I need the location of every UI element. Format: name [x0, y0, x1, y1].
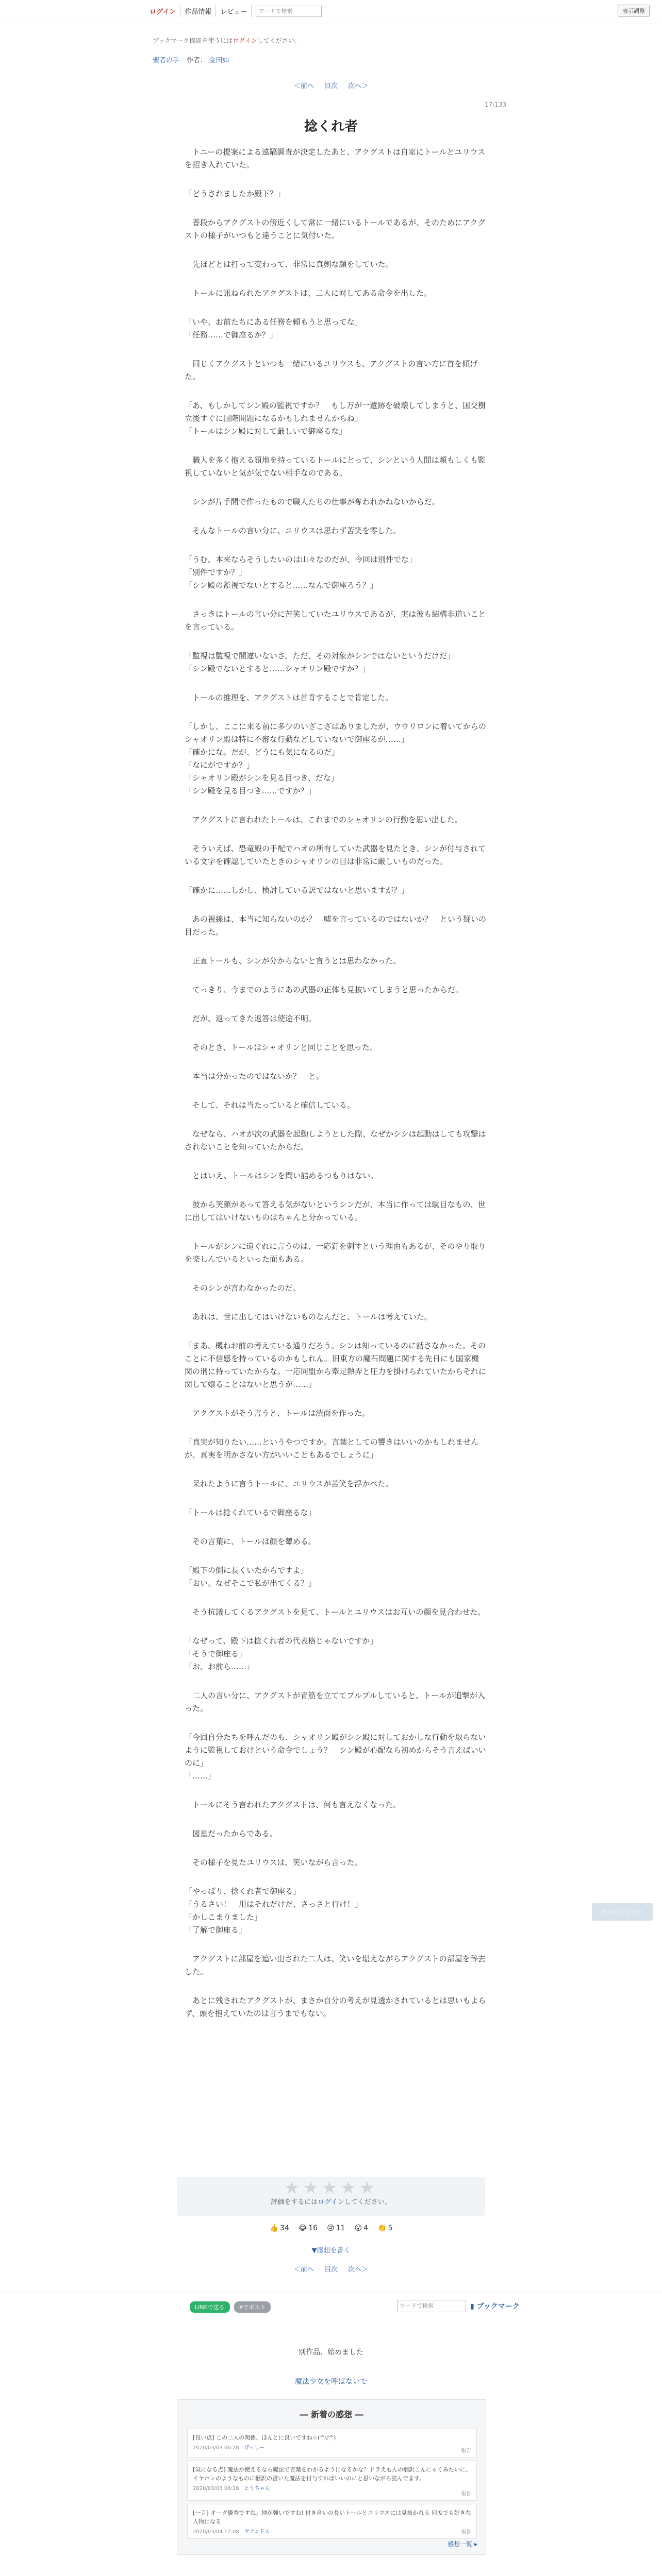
impression-item[interactable]	[187, 2429, 477, 2458]
novel-paragraph: 「殿下の側に長くいたからですよ」 「おい。なぜそこで私が出てくる？」	[185, 1566, 317, 1588]
rating-suffix: してください。	[344, 2198, 391, 2206]
novel-paragraph: その言葉に、トールは顔を顰める。	[185, 1537, 316, 1546]
impression-user[interactable]: ヤナンドス	[244, 2529, 270, 2535]
impression-date: 2020/03/03 06:28	[193, 2445, 239, 2451]
novel-paragraph: 「トールは捻くれているで御座るな」	[185, 1508, 316, 1517]
impression-item[interactable]	[187, 2504, 477, 2539]
novel-paragraph: そんなトールの言い分に、ユリウスは思わず苦笑を零した。	[185, 526, 401, 535]
novel-paragraph: さっきはトールの言い分に苦笑していたユリウスであるが、実は彼も結構非道いことを言っている。	[185, 609, 486, 632]
novel-paragraph: 本当は分かったのではないか？ と。	[185, 1072, 324, 1081]
prev-link-bottom[interactable]: ＜前へ	[293, 2266, 314, 2274]
report-link[interactable]: 報告	[461, 2492, 471, 2497]
novel-paragraph: あの視線は、本当に知らないのか？ 嘘を言っているのではないか？ という疑いの目だった。	[185, 914, 487, 937]
novel-paragraph: あとに残されたアクグストが、まさか自分の考えが見透かされているとは思いもよらず、頭を抱えていたのは言うまでもない。	[185, 1996, 486, 2018]
notice-login-link[interactable]: ログイン	[233, 37, 257, 44]
impression-meta	[188, 2442, 476, 2453]
impression-date: 2020/03/03 06:28	[193, 2486, 239, 2492]
top-bar	[0, 0, 662, 24]
novel-paragraph: 二人の言い分に、アクグストが青筋を立ててプルプルしていると、トールが追撃が入った。	[185, 1691, 485, 1713]
reaction-icon: 😂	[298, 2224, 307, 2232]
impression-text: [良い点] この二人の関係、ほんとに良いですね☆(^▽^)	[193, 2434, 336, 2441]
novel-paragraph: 「どうされましたか殿下？」	[185, 189, 286, 198]
rating-box	[177, 2177, 485, 2216]
novel-paragraph: 彼から笑顔があって答える気がないというシンだが、本当に作っては駄目なもの、世に出してはいけないものはちゃんと分かっている。	[185, 1200, 486, 1222]
notice-suffix: してください。	[257, 37, 301, 44]
rating-prefix: 評価をするには	[271, 2198, 318, 2206]
novel-paragraph: 同じくアクグストといつも一緒にいるユリウスも、アクグストの言い方に首を傾げた。	[185, 359, 478, 381]
novel-paragraph: とはいえ、トールはシンを問い詰めるつもりはない。	[185, 1171, 378, 1180]
reaction-count: 4	[363, 2224, 369, 2232]
series-title-link[interactable]: 聖者の手	[153, 57, 180, 64]
reaction-icon: 😢	[327, 2224, 335, 2232]
impression-meta	[188, 2483, 476, 2494]
toc-link[interactable]: 目次	[324, 82, 338, 90]
pager-bottom	[0, 2264, 662, 2274]
novel-paragraph: なぜなら、ハオが次の武器を起動しようとした際、なぜかシシは起動はしても攻撃はされないことを知っていたからだ。	[185, 1129, 486, 1151]
novel-paragraph: トールに訊ねられたアクグストは、二人に対してある命令を出した。	[185, 289, 432, 298]
reaction-button[interactable]	[270, 2224, 289, 2232]
novel-paragraph: そのとき、トールはシャオリンと同じことを思った。	[185, 1043, 377, 1052]
reaction-button[interactable]	[355, 2224, 369, 2232]
impressions-box	[177, 2399, 486, 2555]
login-link[interactable]: ログイン	[145, 5, 180, 17]
impression-user[interactable]: げっしー	[244, 2445, 265, 2451]
novel-paragraph: 「あ、もしかしてシン殿の監視ですか？ もし万が一遺跡を破壊してしまうと、国交樹立後すぐに国際問題になるかもしれませんからね」 「トールはシン殿に対して厳しいで御座るな」	[185, 401, 486, 436]
reaction-icon: 👏	[377, 2224, 387, 2232]
share-buttons	[190, 2301, 271, 2313]
novel-paragraph: 図星だったからである。	[185, 1829, 277, 1838]
reaction-bar	[0, 2224, 662, 2232]
display-settings-button[interactable]: 表示調整	[618, 5, 650, 17]
novel-paragraph: 職人を多く抱える領地を持っているトールにとって、シンという人間は頼もしくも監視していないと気が気でない相手なのである。	[185, 455, 486, 478]
impression-meta	[188, 2526, 476, 2537]
pager-top	[0, 80, 662, 90]
novel-paragraph: 正直トールも、シンが分からないと言うとは思わなかった。	[185, 956, 401, 965]
novel-paragraph: アクグストに言われたトールは、これまでのシャオリンの行動を思い出した。	[185, 815, 462, 824]
novel-paragraph: そのシンが言わなかったのだ。	[185, 1283, 301, 1293]
top-nav	[145, 5, 322, 17]
novel-paragraph: 普段からアクグストの傍近くして常に一緒にいるトールであるが、そのためにアクグストの様子がいつもと違うことに気付いた。	[185, 218, 486, 240]
author-link[interactable]: 金田如	[209, 57, 229, 64]
impression-text: [一言] オーグ優秀ですね。地が強いですね! 付き合いの長いトールとユリウスには見抜かれる 何度でも好きな人物になる	[193, 2510, 471, 2525]
reaction-icon: 👍	[269, 2224, 279, 2232]
novel-paragraph: 「やっぱり、捻くれ者で御座る」 「うるさい！ 用はそれだけだ、さっさと行け！」 「かしこまりました」 「了解で御座る」	[185, 1887, 363, 1935]
next-link[interactable]: 次へ＞	[348, 82, 369, 90]
novel-paragraph: アクグストがそう言うと、トールは渋面を作った。	[185, 1409, 370, 1418]
novel-paragraph: 「しかし、ここに来る前に多少のいざこざはありましたが、ウウリロンに着いてからのシャオリン殿は特に不審な行動などしていないで御座るが……」 「確かにな。だが、どうにも気になるのだ」 「なにがですか？」 「シャオリン殿がシンを見る目つき、だな」 「シン殿を見る目つき……ですか？」	[185, 722, 487, 795]
reaction-count: 34	[280, 2224, 289, 2232]
write-impression-link[interactable]: ▼感想を書く	[311, 2247, 351, 2255]
reaction-count: 5	[388, 2224, 393, 2232]
novel-paragraph: 「真実が知りたい……というやつですか。言葉としての響きはいいのかもしれませんが、真実を明かさない方がいいこともあるでしょうに」	[185, 1437, 479, 1460]
novel-paragraph: てっきり、今までのようにあの武器の正体も見抜いてしまうと思ったからだ。	[185, 985, 464, 994]
reaction-icon: 😮	[354, 2224, 362, 2232]
search-input[interactable]: ワードで検索	[256, 6, 322, 17]
prev-link[interactable]: ＜前へ	[293, 82, 314, 90]
novel-paragraph: 「うむ。本来ならそうしたいのは山々なのだが、今回は別件でな」 「別件ですか？」 「シン殿の監視でないとすると……なんで御座ろう？」	[185, 555, 417, 590]
series-info	[153, 55, 229, 64]
novel-paragraph: 「今回自分たちを呼んだのも、シャオリン殿がシン殿に対しておかしな行動を取らないように監視しておけという命令でしょう？ シン殿が心配なら初めからそう言えばいいのに」 「……」	[185, 1733, 486, 1781]
novel-body	[185, 146, 486, 2036]
report-link[interactable]: 報告	[461, 2448, 471, 2454]
other-work-link[interactable]: 魔法少女を呼ばないで	[295, 2378, 367, 2386]
novel-paragraph: だが、返ってきた返答は使途不明。	[185, 1014, 317, 1023]
rating-stars[interactable]: ★★★★★	[284, 2178, 378, 2198]
novel-paragraph: 「監視は監視で間違いないさ。ただ、その対象がシンではないというだけだ」 「シン殿でないとすると……シャオリン殿ですか？」	[185, 651, 455, 673]
bookmark-notice	[153, 36, 301, 45]
impressions-more-link[interactable]: 感想一覧 ▸	[448, 2540, 477, 2548]
novel-paragraph: トールがシンに遠ぐれに言うのは、一応釘を刺すという理由もあるが、そのやり取りを楽しんでいるといった面もある。	[185, 1242, 486, 1264]
novel-paragraph: トールの推理を、アクグストは首肯することで肯定した。	[185, 693, 393, 702]
novel-paragraph: シンが片手間で作ったもので職人たちの仕事が奪われかねないからだ。	[185, 497, 440, 506]
novel-paragraph: 「いや、お前たちにある任務を頼もうと思ってな」 「任務……で御座るか？」	[185, 317, 362, 340]
works-info-link[interactable]: 作品情報	[180, 5, 216, 17]
next-link-bottom[interactable]: 次へ＞	[348, 2266, 369, 2274]
bookmark-button[interactable]: ▮ ブックマーク	[470, 2302, 520, 2311]
bookmark-search-input[interactable]: ワードで検索	[397, 2300, 466, 2312]
impression-user[interactable]: とうちゃん	[244, 2486, 270, 2492]
rating-note	[177, 2196, 485, 2206]
reaction-count: 11	[336, 2224, 345, 2232]
review-link[interactable]: レビュー	[216, 5, 252, 17]
rating-login-link[interactable]: ログイン	[318, 2198, 344, 2206]
bookmark-label: ブックマーク	[476, 2302, 520, 2311]
novel-paragraph: 「なぜって、殿下は捻くれ者の代表格じゃないですか」 「そうで御座る」 「お、お前ら……」	[185, 1636, 378, 1671]
other-works-text: 別作品、始めました	[299, 2348, 363, 2357]
novel-paragraph: そう抗議してくるアクグストを見て、トールとユリウスはお互いの顔を見合わせた。	[185, 1607, 486, 1617]
report-link[interactable]: 報告	[461, 2530, 471, 2535]
novel-paragraph: トニーの提案による遠隔調査が決定したあと、アクグストは自室にトールとユリウスを招き入れていた。	[185, 147, 486, 170]
impression-item[interactable]	[187, 2461, 477, 2501]
novel-paragraph: アクグストに部屋を追い出された二人は、笑いを堪えながらアクグストの部屋を辞去した。	[185, 1954, 486, 1976]
novel-paragraph: 「確かに……しかし、検討している訳ではないと思いますが？」	[185, 886, 409, 895]
novel-paragraph: そういえば、恐竜殿の手配でハオの所有していた武器を見たとき、シンが付与されている文字を確認していたときのシャオリンの目は非常に厳しいものだった。	[185, 844, 486, 866]
novel-paragraph: 「まあ、概ねお前の考えている通りだろう。シンは知っているのに話さなかった。そのことに不信感を持っているのかもしれん。旧東方の魔石問題に関する先日にも国家機関の刑に持っていたからな。一応同盟から牽足熱弄と圧力を掛けられていたからそれに関して嬢ることはないと思うが……」	[185, 1341, 487, 1389]
novel-paragraph: 呆れたように言うトールに、ユリウスが苦笑を浮かべた。	[185, 1479, 393, 1488]
chapter-title: 捻くれ者	[304, 119, 358, 134]
novel-paragraph: 先ほどとは打って変わって、非常に真剣な顔をしていた。	[185, 260, 393, 269]
reaction-button[interactable]	[377, 2224, 392, 2232]
novel-paragraph: そして、それは当たっていると確信している。	[185, 1100, 355, 1110]
bookmark-area	[397, 2300, 520, 2312]
line-share-button[interactable]: LINEで送る	[190, 2301, 230, 2313]
impressions-heading: ― 新着の感想 ―	[300, 2410, 363, 2419]
reaction-button[interactable]	[327, 2224, 345, 2232]
reaction-button[interactable]	[299, 2224, 318, 2232]
page-top-button[interactable]: ページトップへ	[592, 1903, 653, 1921]
novel-paragraph: トールにそう言われたアクグストは、何も言えなくなった。	[185, 1800, 401, 1809]
novel-paragraph: その様子を見たユリウスは、笑いながら言った。	[185, 1858, 362, 1867]
impression-date: 2020/03/04 17:08	[193, 2529, 239, 2535]
author-label: 作者：	[187, 57, 207, 64]
impression-text: [気になる点] 魔法が使えるなら魔法で言葉をわかるようになるかな？ドラえもんの翻訳こんにゃくみたいに。イヤホンのようなものに翻訳の書いた魔法を付与すればいいのにと思いながら読んでます。	[193, 2466, 471, 2482]
page-number: 17/133	[485, 101, 507, 108]
toc-link-bottom[interactable]: 目次	[324, 2266, 338, 2274]
novel-paragraph: あれは、世に出してはいけないものなんだと、トールは考えていた。	[185, 1312, 432, 1321]
notice-prefix: ブックマーク機能を使うには	[153, 37, 233, 44]
reaction-count: 16	[308, 2224, 318, 2232]
x-share-button[interactable]: Xでポスト	[234, 2301, 271, 2313]
